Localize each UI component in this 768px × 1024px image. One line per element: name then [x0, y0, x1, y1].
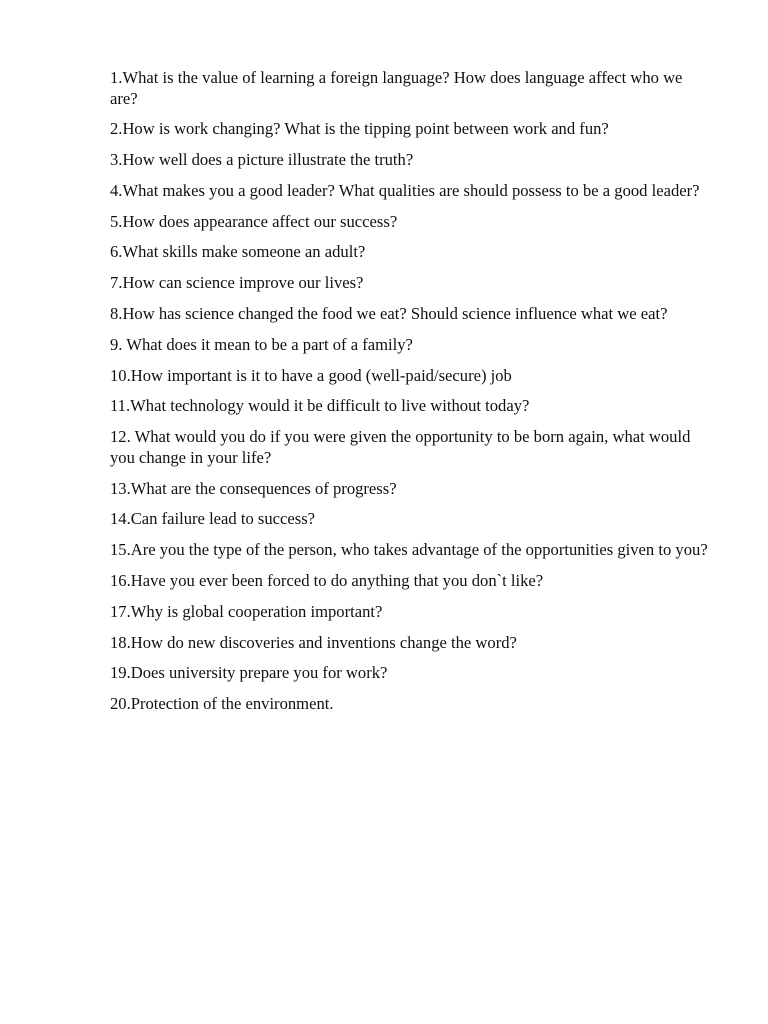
question-item: 6.What skills make someone an adult? — [110, 242, 366, 262]
question-item: 18.How do new discoveries and inventions change the word? — [110, 632, 517, 652]
question-item: 20.Protection of the environment. — [110, 694, 334, 714]
question-item: 3.How well does a picture illustrate the truth? — [110, 150, 414, 170]
question-item: 11.What technology would it be difficult to live without today? — [110, 396, 530, 416]
question-item: 12. What would you do if you were given the opportunity to be born again, what would you change in your life? — [110, 427, 691, 467]
question-item: 5.How does appearance affect our success? — [110, 211, 398, 231]
question-item: 16.Have you ever been forced to do anything that you don`t like? — [110, 570, 544, 590]
question-item: 15.Are you the type of the person, who takes advantage of the opportunities given to you? — [110, 540, 708, 560]
question-item: 7.How can science improve our lives? — [110, 273, 364, 293]
question-item: 10.How important is it to have a good (well-paid/secure) job — [110, 365, 512, 385]
question-item: 9. What does it mean to be a part of a family? — [110, 334, 413, 354]
question-item: 17.Why is global cooperation important? — [110, 601, 383, 621]
document-page — [110, 68, 714, 725]
question-item: 19.Does university prepare you for work? — [110, 663, 388, 683]
question-item: 4.What makes you a good leader? What qualities are should possess to be a good leader? — [110, 180, 700, 200]
question-item: 1.What is the value of learning a foreign language? How does language affect who we are? — [110, 68, 683, 108]
question-item: 13.What are the consequences of progress? — [110, 478, 397, 498]
question-item: 8.How has science changed the food we eat? Should science influence what we eat? — [110, 304, 668, 324]
question-item: 2.How is work changing? What is the tipping point between work and fun? — [110, 119, 609, 139]
question-item: 14.Can failure lead to success? — [110, 509, 316, 529]
